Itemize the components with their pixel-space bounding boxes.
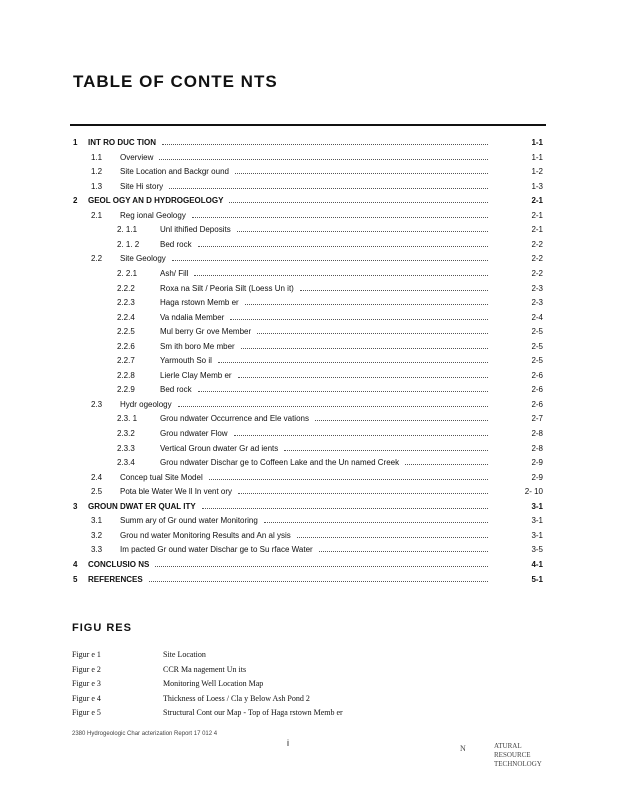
toc-entry [0, 296, 618, 309]
toc-page: 2-5 [531, 327, 543, 337]
toc-number: 3.3 [91, 545, 103, 555]
toc-number: 1 [73, 138, 78, 147]
toc-leader [162, 144, 488, 145]
toc-page: 2-7 [531, 414, 543, 424]
toc-leader [241, 348, 488, 349]
toc-leader [202, 508, 488, 509]
footer-text: 2380 Hydrogeologic Char acterization Report 17 012 4 [72, 731, 218, 737]
toc-number: 2.4 [91, 472, 103, 482]
toc-entry [0, 398, 618, 411]
toc-title: Unl ithified Deposits [160, 225, 231, 235]
title-rule [70, 124, 546, 126]
toc-page: 2-2 [531, 254, 543, 264]
toc-title: Vertical Groun dwater Gr ad ients [160, 443, 279, 453]
toc-page: 1-2 [531, 167, 543, 177]
toc-title: Roxa na Silt / Peoria Silt (Loess Un it) [160, 283, 294, 293]
toc-title: Concep tual Site Model [120, 472, 203, 482]
toc-page: 2-6 [531, 370, 543, 380]
toc-number: 2.3.4 [117, 458, 135, 468]
toc-entry [0, 427, 618, 440]
toc-entry [0, 340, 618, 353]
toc-leader [405, 464, 488, 465]
figure-title: Thickness of Loess / Cla y Below Ash Pond 2 [163, 693, 310, 703]
toc-leader [149, 581, 488, 582]
toc-entry [0, 485, 618, 498]
toc-title: Grou ndwater Flow [160, 429, 228, 438]
toc-page: 5-1 [531, 574, 543, 584]
toc-page: 2-2 [531, 239, 543, 249]
toc-title: REFERENCES [88, 574, 143, 584]
toc-leader [284, 450, 488, 451]
toc-number: 3.2 [91, 530, 103, 540]
figure-entry [0, 706, 618, 719]
toc-number: 2.1 [91, 210, 103, 220]
toc-number: 2.2.6 [117, 341, 135, 351]
page-number: i [287, 738, 289, 748]
toc-page: 2-2 [531, 268, 543, 278]
toc-title: Im pacted Gr ound water Dischar ge to Su rface Water [120, 545, 313, 555]
toc-entry [0, 209, 618, 222]
toc-page: 2-3 [531, 283, 543, 293]
toc-title: Yarmouth So il [160, 356, 212, 366]
toc-page: 2-9 [531, 458, 543, 468]
toc-page: 2-3 [531, 298, 543, 308]
toc-number: 3.1 [91, 516, 103, 526]
toc-leader [237, 231, 488, 232]
figure-entry [0, 692, 618, 705]
toc-number: 2. 1. 2 [117, 239, 140, 249]
toc-title: Reg ional Geology [120, 210, 186, 220]
figure-title: CCR Ma nagement Un its [163, 664, 247, 674]
toc-title: INT RO DUC TION [88, 138, 156, 147]
toc-entry [0, 442, 618, 455]
toc-leader [192, 217, 488, 218]
toc-page: 3-1 [531, 530, 543, 540]
toc-number: 2.3 [91, 399, 103, 409]
toc-entry [0, 165, 618, 178]
toc-page: 1-1 [531, 138, 543, 147]
toc-number: 1.1 [91, 152, 103, 162]
toc-entry [0, 573, 618, 586]
toc-number: 2.2.8 [117, 370, 135, 380]
toc-leader [194, 275, 488, 276]
toc-leader [300, 290, 488, 291]
toc-entry [0, 311, 618, 324]
toc-leader [209, 479, 488, 480]
toc-title: Hydr ogeology [120, 399, 172, 409]
figure-title: Structural Cont our Map - Top of Haga rstown Memb er [163, 708, 343, 717]
logo-line: ATURAL [494, 742, 522, 750]
toc-entry [0, 354, 618, 367]
toc-title: Pota ble Water We ll In vent ory [120, 487, 233, 497]
toc-title: Lierle Clay Memb er [160, 370, 232, 380]
toc-leader [245, 304, 488, 305]
toc-page: 2-8 [531, 443, 543, 453]
toc-title: Site Geology [120, 254, 166, 264]
toc-page: 2-1 [531, 210, 543, 220]
toc-number: 2. 1.1 [117, 225, 138, 235]
toc-page: 2-9 [531, 472, 543, 482]
figures-heading: FIGU RES [72, 622, 132, 634]
toc-title: Grou ndwater Dischar ge to Coffeen Lake and the Un named Creek [160, 458, 400, 468]
toc-leader [198, 246, 488, 247]
toc-entry [0, 238, 618, 251]
figure-label: Figur e 3 [72, 679, 101, 688]
toc-title: Bed rock [160, 385, 192, 395]
toc-entry [0, 412, 618, 425]
toc-entry [0, 543, 618, 556]
toc-title: Summ ary of Gr ound water Monitoring [120, 516, 258, 526]
toc-entry [0, 282, 618, 295]
toc-leader [172, 260, 488, 261]
figure-title: Site Location [163, 650, 206, 659]
toc-leader [264, 522, 488, 523]
toc-number: 2 [73, 196, 78, 206]
page-title: TABLE OF CONTE NTS [73, 72, 278, 91]
toc-title: GEOL OGY AN D HYDROGEOLOGY [88, 196, 224, 206]
toc-entry [0, 500, 618, 513]
toc-title: Ash/ Fill [160, 268, 189, 278]
toc-number: 2.3.2 [117, 429, 135, 438]
toc-number: 2. 2.1 [117, 268, 138, 278]
toc-page: 2-5 [531, 341, 543, 351]
toc-entry [0, 223, 618, 236]
toc-number: 2.3. 1 [117, 414, 138, 424]
toc-leader [238, 493, 488, 494]
toc-entry [0, 267, 618, 280]
toc-title: GROUN DWAT ER QUAL ITY [88, 501, 196, 511]
toc-leader [297, 537, 488, 538]
toc-page: 1-1 [531, 152, 543, 162]
toc-number: 2.3.3 [117, 443, 135, 453]
toc-number: 5 [73, 574, 78, 584]
toc-entry [0, 514, 618, 527]
toc-entry [0, 471, 618, 484]
toc-page: 2-1 [531, 196, 543, 206]
toc-title: Site Location and Backgr ound [120, 167, 229, 177]
toc-leader [169, 188, 488, 189]
figure-label: Figur e 2 [72, 664, 101, 674]
toc-entry [0, 456, 618, 469]
toc-number: 2.2.3 [117, 298, 135, 308]
toc-entry [0, 194, 618, 207]
figure-label: Figur e 4 [72, 693, 101, 703]
toc-entry [0, 252, 618, 265]
toc-entry [0, 136, 618, 149]
toc-entry [0, 558, 618, 571]
toc-leader [238, 377, 488, 378]
toc-number: 2.2 [91, 254, 103, 264]
toc-entry [0, 383, 618, 396]
toc-leader [178, 406, 488, 407]
figure-entry [0, 648, 618, 661]
logo-line: RESOURCE [494, 751, 531, 759]
toc-page: 2-6 [531, 399, 543, 409]
figure-label: Figur e 1 [72, 650, 101, 659]
toc-page: 3-1 [531, 516, 543, 526]
toc-title: Bed rock [160, 239, 192, 249]
toc-number: 2.2.5 [117, 327, 135, 337]
toc-title: Grou ndwater Occurrence and Ele vations [160, 414, 309, 424]
toc-title: CONCLUSIO NS [88, 559, 150, 569]
toc-leader [155, 566, 488, 567]
toc-leader [198, 391, 488, 392]
company-logo [460, 742, 550, 774]
figure-label: Figur e 5 [72, 708, 101, 717]
toc-entry [0, 369, 618, 382]
toc-page: 1-3 [531, 181, 543, 191]
toc-title: Mul berry Gr ove Member [160, 327, 252, 337]
logo-mark: N [460, 744, 466, 753]
toc-page: 2-6 [531, 385, 543, 395]
toc-leader [235, 173, 488, 174]
toc-page: 2-4 [531, 312, 543, 322]
toc-page: 2- 10 [524, 487, 543, 497]
logo-line: TECHNOLOGY [494, 760, 542, 768]
toc-title: Grou nd water Monitoring Results and An al ysis [120, 530, 291, 540]
toc-page: 2-5 [531, 356, 543, 366]
figure-entry [0, 677, 618, 690]
toc-number: 2.2.9 [117, 385, 135, 395]
toc-number: 4 [73, 559, 78, 569]
toc-leader [234, 435, 488, 436]
toc-leader [319, 551, 488, 552]
toc-title: Site Hi story [120, 181, 164, 191]
toc-title: Overview [120, 152, 154, 162]
toc-page: 3-5 [531, 545, 543, 555]
toc-leader [230, 319, 488, 320]
toc-leader [218, 362, 488, 363]
figure-entry [0, 663, 618, 676]
toc-entry [0, 180, 618, 193]
toc-number: 2.2.2 [117, 283, 135, 293]
toc-leader [229, 202, 488, 203]
toc-leader [257, 333, 488, 334]
toc-title: Haga rstown Memb er [160, 298, 239, 308]
toc-title: Va ndalia Member [160, 312, 225, 322]
toc-number: 2.5 [91, 487, 103, 497]
figure-title: Monitoring Well Location Map [163, 679, 264, 688]
toc-leader [159, 159, 488, 160]
toc-page: 2-1 [531, 225, 543, 235]
toc-page: 4-1 [531, 559, 543, 569]
toc-title: Sm ith boro Me mber [160, 341, 235, 351]
toc-page: 3-1 [531, 501, 543, 511]
toc-entry [0, 529, 618, 542]
toc-number: 2.2.7 [117, 356, 135, 366]
toc-number: 1.2 [91, 167, 103, 177]
toc-number: 3 [73, 501, 78, 511]
toc-number: 1.3 [91, 181, 103, 191]
toc-leader [315, 420, 488, 421]
toc-number: 2.2.4 [117, 312, 135, 322]
toc-entry [0, 325, 618, 338]
toc-entry [0, 151, 618, 164]
toc-page: 2-8 [531, 429, 543, 438]
